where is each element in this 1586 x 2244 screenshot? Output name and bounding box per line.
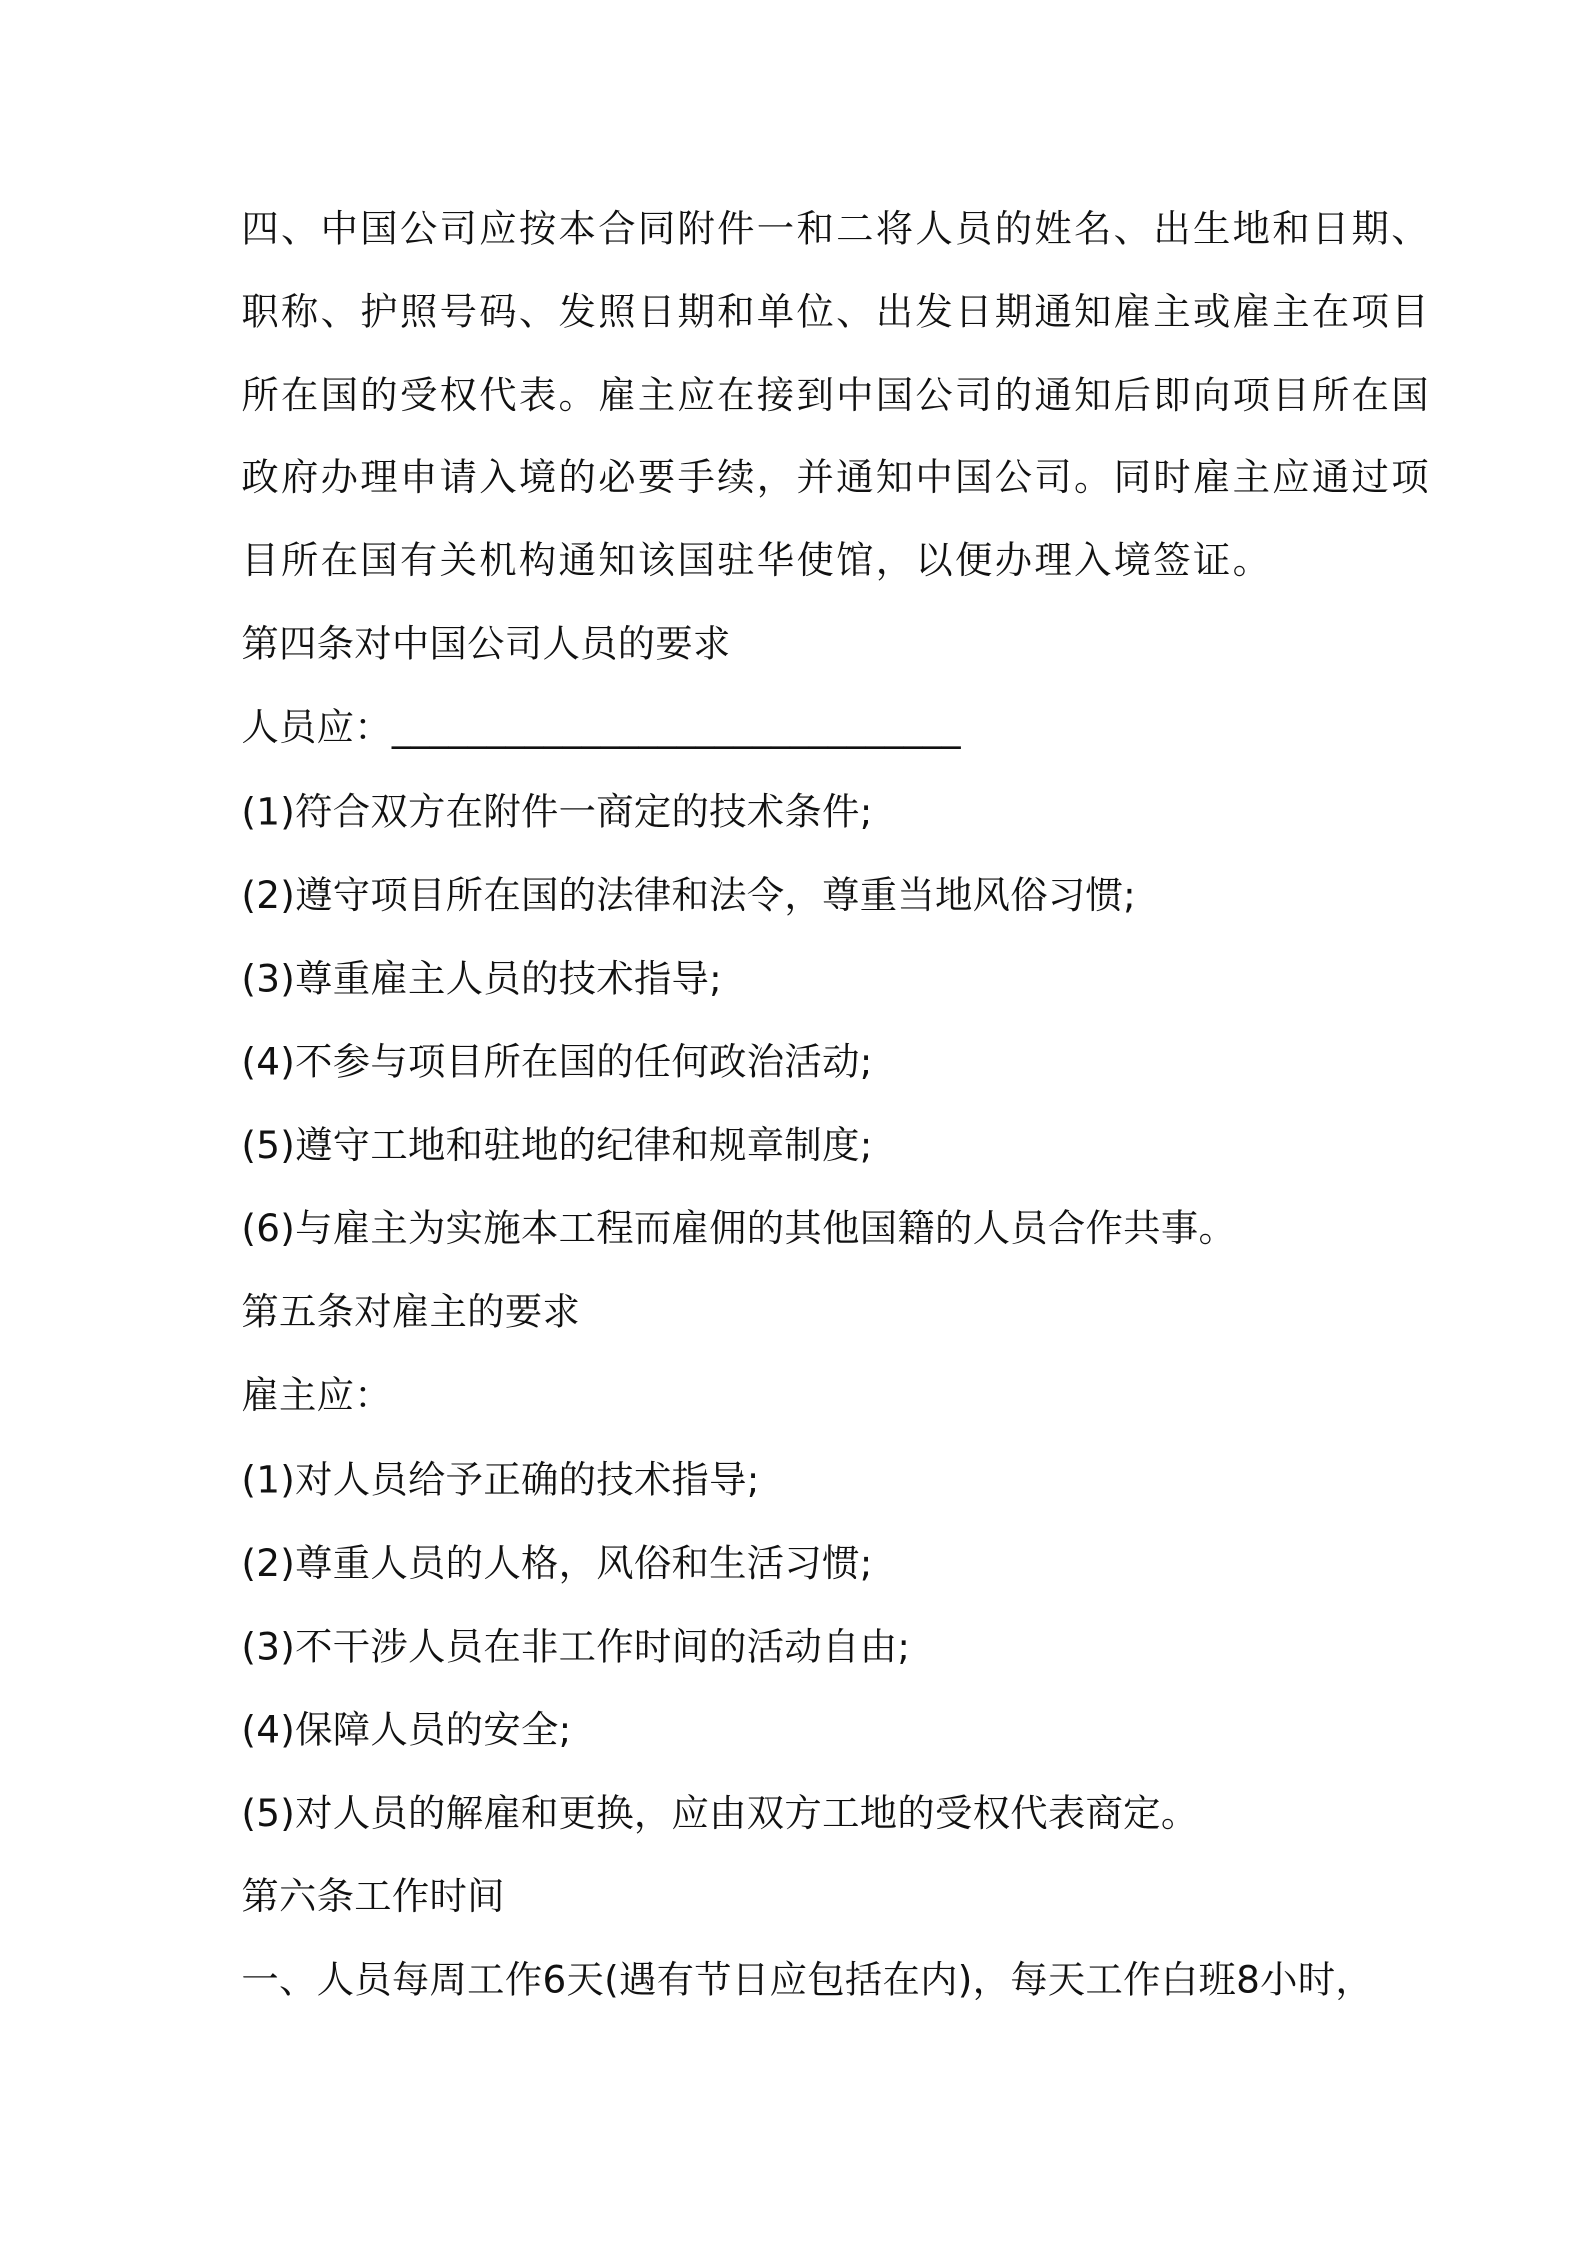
article-5-item: (3)不干涉人员在非工作时间的活动自由; (241, 1626, 911, 1670)
article-4-intro: 人员应：______________________________ (241, 706, 961, 750)
article-4-title: 第四条对中国公司人员的要求 (241, 623, 731, 667)
paragraph-line: 目所在国有关机构通知该国驻华使馆，以便办理入境签证。 (241, 540, 1273, 584)
article-4-item: (4)不参与项目所在国的任何政治活动; (241, 1041, 873, 1085)
article-5-title: 第五条对雇主的要求 (241, 1291, 581, 1335)
article-5-intro: 雇主应： (241, 1374, 392, 1418)
article-5-item: (1)对人员给予正确的技术指导; (241, 1459, 760, 1503)
article-5-item: (2)尊重人员的人格，风俗和生活习惯; (241, 1542, 873, 1587)
article-4-item: (3)尊重雇主人员的技术指导; (241, 958, 723, 1002)
article-6-first-line: 一、人员每周工作6天(遇有节日应包括在内)，每天工作白班8小时， (241, 1959, 1374, 2003)
paragraph-line: 政府办理申请入境的必要手续，并通知中国公司。同时雇主应通过项 (241, 456, 1431, 500)
paragraph-line: 职称、护照号码、发照日期和单位、出发日期通知雇主或雇主在项目 (241, 291, 1431, 335)
article-4-item: (5)遵守工地和驻地的纪律和规章制度; (241, 1124, 873, 1168)
article-6-title: 第六条工作时间 (241, 1876, 505, 1920)
article-4-item: (1)符合双方在附件一商定的技术条件; (241, 791, 873, 835)
article-5-item: (5)对人员的解雇和更换，应由双方工地的受权代表商定。 (241, 1792, 1199, 1836)
article-4-item: (6)与雇主为实施本工程而雇佣的其他国籍的人员合作共事。 (241, 1208, 1237, 1252)
article-4-item: (2)遵守项目所在国的法律和法令，尊重当地风俗习惯; (241, 874, 1137, 918)
paragraph-line: 所在国的受权代表。雇主应在接到中国公司的通知后即向项目所在国 (241, 374, 1431, 419)
paragraph-line: 四、中国公司应按本合同附件一和二将人员的姓名、出生地和日期、 (241, 208, 1431, 252)
article-5-item: (4)保障人员的安全; (241, 1709, 572, 1753)
